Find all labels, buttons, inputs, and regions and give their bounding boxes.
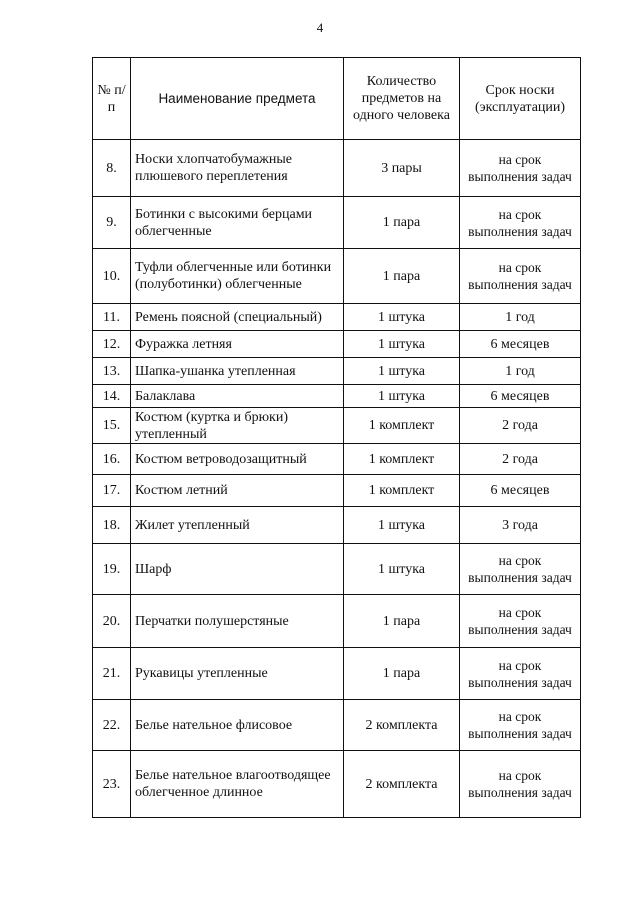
cell-name: Костюм летний [131,475,344,507]
table-row [93,249,581,304]
table-row [93,197,581,249]
cell-num: 23. [93,751,131,818]
cell-num: 13. [93,358,131,385]
cell-name: Ботинки с высокими берцами облегченные [131,197,344,249]
cell-qty: 1 комплект [344,408,460,444]
cell-name: Балаклава [131,385,344,408]
cell-name: Рукавицы утепленные [131,648,344,700]
cell-name: Шарф [131,544,344,595]
header-qty: Количество предметов на одного человека [344,58,460,140]
cell-term: на срок выполнения задач [460,648,581,700]
table-row [93,444,581,475]
cell-qty: 2 комплекта [344,700,460,751]
cell-num: 19. [93,544,131,595]
header-name: Наименование предмета [131,58,344,140]
cell-term: 2 года [460,408,581,444]
cell-num: 18. [93,507,131,544]
cell-qty: 1 штука [344,304,460,331]
cell-name: Туфли облегченные или ботинки (полуботинки) облегченные [131,249,344,304]
table-row [93,475,581,507]
cell-term: 1 год [460,304,581,331]
cell-term: на срок выполнения задач [460,700,581,751]
cell-term: на срок выполнения задач [460,751,581,818]
table-row [93,595,581,648]
cell-name: Шапка-ушанка утепленная [131,358,344,385]
cell-qty: 1 штука [344,331,460,358]
cell-term: на срок выполнения задач [460,249,581,304]
page-number: 4 [316,20,324,35]
cell-name: Белье нательное флисовое [131,700,344,751]
cell-num: 12. [93,331,131,358]
cell-term: на срок выполнения задач [460,595,581,648]
table-row [93,751,581,818]
cell-num: 15. [93,408,131,444]
cell-term: 3 года [460,507,581,544]
cell-name: Костюм ветроводозащитный [131,444,344,475]
cell-name: Фуражка летняя [131,331,344,358]
cell-qty: 1 пара [344,249,460,304]
cell-term: 6 месяцев [460,385,581,408]
cell-num: 9. [93,197,131,249]
cell-num: 14. [93,385,131,408]
cell-name: Ремень поясной (специальный) [131,304,344,331]
table-row [93,544,581,595]
cell-term: 1 год [460,358,581,385]
cell-qty: 1 пара [344,648,460,700]
table-row [93,700,581,751]
cell-num: 22. [93,700,131,751]
cell-qty: 2 комплекта [344,751,460,818]
cell-qty: 1 штука [344,358,460,385]
cell-qty: 1 штука [344,544,460,595]
cell-qty: 3 пары [344,140,460,197]
table-row [93,304,581,331]
cell-num: 8. [93,140,131,197]
cell-qty: 1 штука [344,385,460,408]
cell-name: Жилет утепленный [131,507,344,544]
cell-name: Носки хлопчатобумажные плюшевого переплетения [131,140,344,197]
table-header-row [93,58,581,140]
cell-term: на срок выполнения задач [460,197,581,249]
cell-term: 6 месяцев [460,475,581,507]
header-num: № п/п [93,58,131,140]
table-row [93,507,581,544]
cell-qty: 1 штука [344,507,460,544]
cell-term: на срок выполнения задач [460,544,581,595]
header-term: Срок носки (эксплуатации) [460,58,581,140]
table-row [93,408,581,444]
cell-num: 16. [93,444,131,475]
cell-qty: 1 пара [344,595,460,648]
cell-num: 20. [93,595,131,648]
cell-qty: 1 пара [344,197,460,249]
table-row [93,140,581,197]
cell-qty: 1 комплект [344,444,460,475]
table-row [93,648,581,700]
cell-num: 11. [93,304,131,331]
cell-term: 2 года [460,444,581,475]
cell-name: Перчатки полушерстяные [131,595,344,648]
cell-num: 21. [93,648,131,700]
table-row [93,331,581,358]
items-table [92,57,581,818]
table-row [93,385,581,408]
cell-num: 17. [93,475,131,507]
cell-term: на срок выполнения задач [460,140,581,197]
cell-qty: 1 комплект [344,475,460,507]
cell-name: Белье нательное влагоотводящее облегченное длинное [131,751,344,818]
cell-num: 10. [93,249,131,304]
cell-term: 6 месяцев [460,331,581,358]
table-row [93,358,581,385]
cell-name: Костюм (куртка и брюки) утепленный [131,408,344,444]
